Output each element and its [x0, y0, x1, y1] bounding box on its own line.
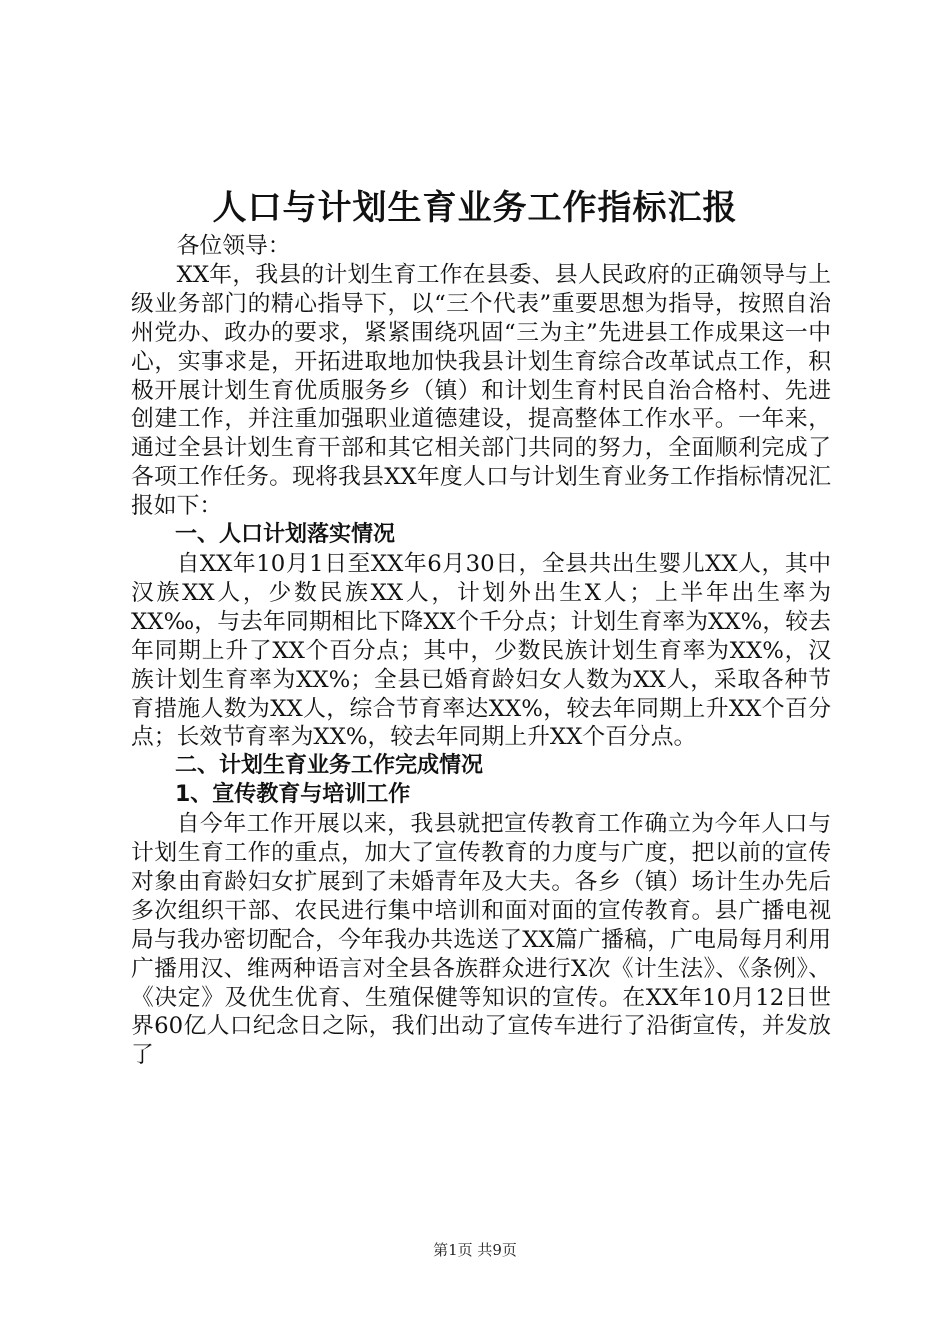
document-title: 人口与计划生育业务工作指标汇报 [212, 188, 738, 228]
section-1-paragraph: 自XX年10月1日至XX年6月30日，全县共出生婴儿XX人，其中汉族XX人，少数民族XX人，计划外出生X人；上半年出生率为XX‰，与去年同期相比下降XX个千分点；计划生育率为XX%，较去年同期上升了XX个百分点；其中，少数民族计划生育率为XX%，汉族计划生育率为XX%；全县已婚育龄妇女人数为XX人，采取各种节育措施人数为XX人，综合节育率达XX%，较去年同期上升XX个百分点；长效节育率为XX%，较去年同期上升XX个百分点。 [131, 550, 831, 751]
subsection-heading-1: 1、宣传教育与培训工作 [175, 782, 411, 808]
document-body [131, 232, 831, 1070]
section-heading-2: 二、计划生育业务工作完成情况 [175, 753, 484, 779]
section-heading-1: 一、人口计划落实情况 [175, 522, 396, 548]
subsection-1-paragraph: 自今年工作开展以来，我县就把宣传教育工作确立为今年人口与计划生育工作的重点，加大了宣传教育的力度与广度，把以前的宣传对象由育龄妇女扩展到了未婚青年及大夫。各乡（镇）场计生办先后多次组织干部、农民进行集中培训和面对面的宣传教育。县广播电视局与我办密切配合，今年我办共选送了XX篇广播稿，广电局每月利用广播用汉、维两种语言对全县各族群众进行X次《计生法》、《条例》、《决定》及优生优育、生殖保健等知识的宣传。在XX年10月12日世界60亿人口纪念日之际，我们出动了宣传车进行了沿街宣传，并发放了 [131, 811, 831, 1069]
salutation: 各位领导： [176, 233, 291, 259]
intro-paragraph: XX年，我县的计划生育工作在县委、县人民政府的正确领导与上级业务部门的精心指导下，以“三个代表”重要思想为指导，按照自治州党办、政办的要求，紧紧围绕巩固“三为主”先进县工作成果这一中心，实事求是，开拓进取地加快我县计划生育综合改革试点工作，积极开展计划生育优质服务乡（镇）和计划生育村民自治合格村、先进创建工作，并注重加强职业道德建设，提高整体工作水平。一年来，通过全县计划生育干部和其它相关部门共同的努力，全面顺利完成了各项工作任务。现将我县XX年度人口与计划生育业务工作指标情况汇报如下： [131, 261, 831, 520]
page-footer: 第1页 共9页 [433, 1241, 517, 1259]
